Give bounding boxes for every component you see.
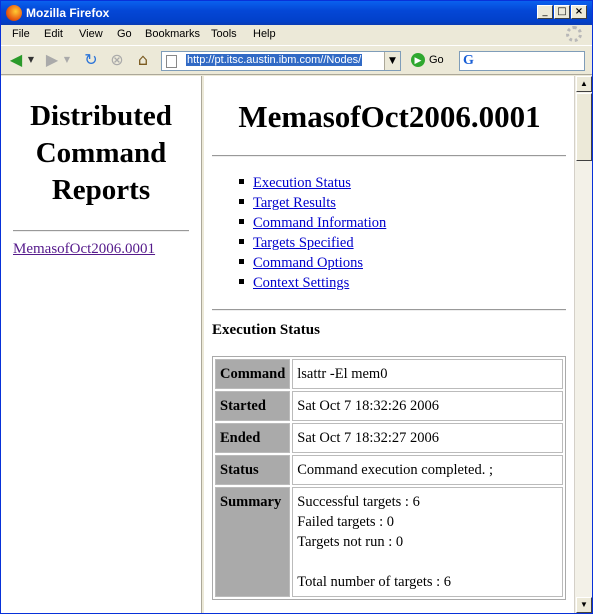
throbber-icon xyxy=(566,26,582,42)
bullet-icon xyxy=(239,199,244,204)
go-button[interactable] xyxy=(411,53,444,67)
value-line: Sat Oct 7 18:32:27 2006 xyxy=(297,430,440,446)
row-value xyxy=(292,423,563,453)
menu-help[interactable]: Help xyxy=(253,28,276,40)
vertical-scrollbar[interactable] xyxy=(574,76,592,613)
scrollbar-thumb[interactable] xyxy=(576,93,592,161)
bullet-icon xyxy=(239,179,244,184)
menu-view[interactable]: View xyxy=(79,28,103,40)
toc-link-command-options[interactable]: Command Options xyxy=(253,255,363,271)
url-dropdown-icon[interactable]: ▼ xyxy=(384,52,400,70)
left-frame-title xyxy=(1,98,201,209)
row-value xyxy=(292,455,563,485)
table-of-contents xyxy=(239,175,386,295)
right-frame xyxy=(205,76,574,613)
menu-edit[interactable]: Edit xyxy=(44,28,63,40)
table-row xyxy=(215,391,563,421)
value-line: Command execution completed. ; xyxy=(297,462,493,478)
page-content xyxy=(1,76,592,613)
report-title: MemasofOct2006.0001 xyxy=(238,99,541,134)
table-row xyxy=(215,487,563,597)
section-heading: Execution Status xyxy=(212,322,320,338)
value-line: lsattr -El mem0 xyxy=(297,366,388,382)
value-line xyxy=(297,552,558,572)
row-label: Started xyxy=(215,391,290,421)
maximize-button[interactable]: □ xyxy=(554,5,570,19)
title-bar[interactable] xyxy=(1,1,592,25)
toc-link-targets-specified[interactable]: Targets Specified xyxy=(253,235,354,251)
row-label: Status xyxy=(215,455,290,485)
toc-link-context-settings[interactable]: Context Settings xyxy=(253,275,350,291)
divider xyxy=(212,155,566,157)
bullet-icon xyxy=(239,279,244,284)
value-line: Total number of targets : 6 xyxy=(297,574,452,590)
search-engine-icon[interactable]: G xyxy=(463,53,474,68)
toc-link-execution-status[interactable]: Execution Status xyxy=(253,175,351,191)
bullet-icon xyxy=(239,219,244,224)
go-arrow-icon: ▶ xyxy=(411,53,425,67)
scroll-down-icon[interactable]: ▼ xyxy=(576,597,592,613)
row-value xyxy=(292,487,563,597)
back-arrow-icon[interactable]: ◀ xyxy=(9,50,23,69)
scroll-up-icon[interactable]: ▲ xyxy=(576,76,592,92)
reload-icon[interactable]: ↻ xyxy=(84,50,98,69)
page-icon xyxy=(166,55,177,68)
left-frame xyxy=(1,76,201,613)
divider xyxy=(13,230,189,232)
toc-item xyxy=(239,175,386,195)
row-value xyxy=(292,391,563,421)
value-line: Targets not run : 0 xyxy=(297,534,404,550)
menu-bar xyxy=(1,25,592,45)
title-line: Command xyxy=(35,137,167,169)
url-text[interactable]: http://pt.itsc.austin.ibm.com//Nodes/ xyxy=(187,54,362,66)
home-icon[interactable]: ⌂ xyxy=(137,50,149,69)
close-button[interactable]: × xyxy=(571,5,587,19)
search-box[interactable] xyxy=(459,51,585,71)
navigation-toolbar xyxy=(1,45,592,75)
divider xyxy=(212,309,566,311)
minimize-button[interactable]: _ xyxy=(537,5,553,19)
forward-dropdown-icon[interactable]: ▼ xyxy=(63,55,71,64)
address-bar[interactable] xyxy=(161,51,401,71)
back-dropdown-icon[interactable]: ▼ xyxy=(27,55,35,64)
menu-go[interactable]: Go xyxy=(117,28,132,40)
forward-arrow-icon[interactable]: ▶ xyxy=(45,50,59,69)
stop-icon[interactable]: ⊗ xyxy=(110,50,124,69)
row-label: Ended xyxy=(215,423,290,453)
menu-bookmarks[interactable]: Bookmarks xyxy=(145,28,201,40)
title-line: Reports xyxy=(51,174,151,206)
execution-status-table xyxy=(212,356,566,600)
toc-link-target-results[interactable]: Target Results xyxy=(253,195,336,211)
menu-tools[interactable]: Tools xyxy=(211,28,237,40)
menu-file[interactable]: File xyxy=(12,28,30,40)
table-row xyxy=(215,359,563,389)
row-value xyxy=(292,359,563,389)
row-label: Summary xyxy=(215,487,290,597)
toc-link-command-information[interactable]: Command Information xyxy=(253,215,387,231)
value-line: Failed targets : 0 xyxy=(297,514,395,530)
value-line: Sat Oct 7 18:32:26 2006 xyxy=(297,398,440,414)
go-label: Go xyxy=(429,53,444,66)
bullet-icon xyxy=(239,239,244,244)
toc-item xyxy=(239,215,386,235)
window-title: Mozilla Firefox xyxy=(26,6,110,20)
value-line: Successful targets : 6 xyxy=(297,494,420,510)
report-link[interactable]: MemasofOct2006.0001 xyxy=(13,241,156,257)
title-line: Distributed xyxy=(30,100,172,132)
toc-item xyxy=(239,275,386,295)
row-label: Command xyxy=(215,359,290,389)
table-row xyxy=(215,423,563,453)
firefox-logo-icon xyxy=(6,5,22,21)
toc-item xyxy=(239,255,386,275)
toc-item xyxy=(239,195,386,215)
table-row xyxy=(215,455,563,485)
bullet-icon xyxy=(239,259,244,264)
toc-item xyxy=(239,235,386,255)
